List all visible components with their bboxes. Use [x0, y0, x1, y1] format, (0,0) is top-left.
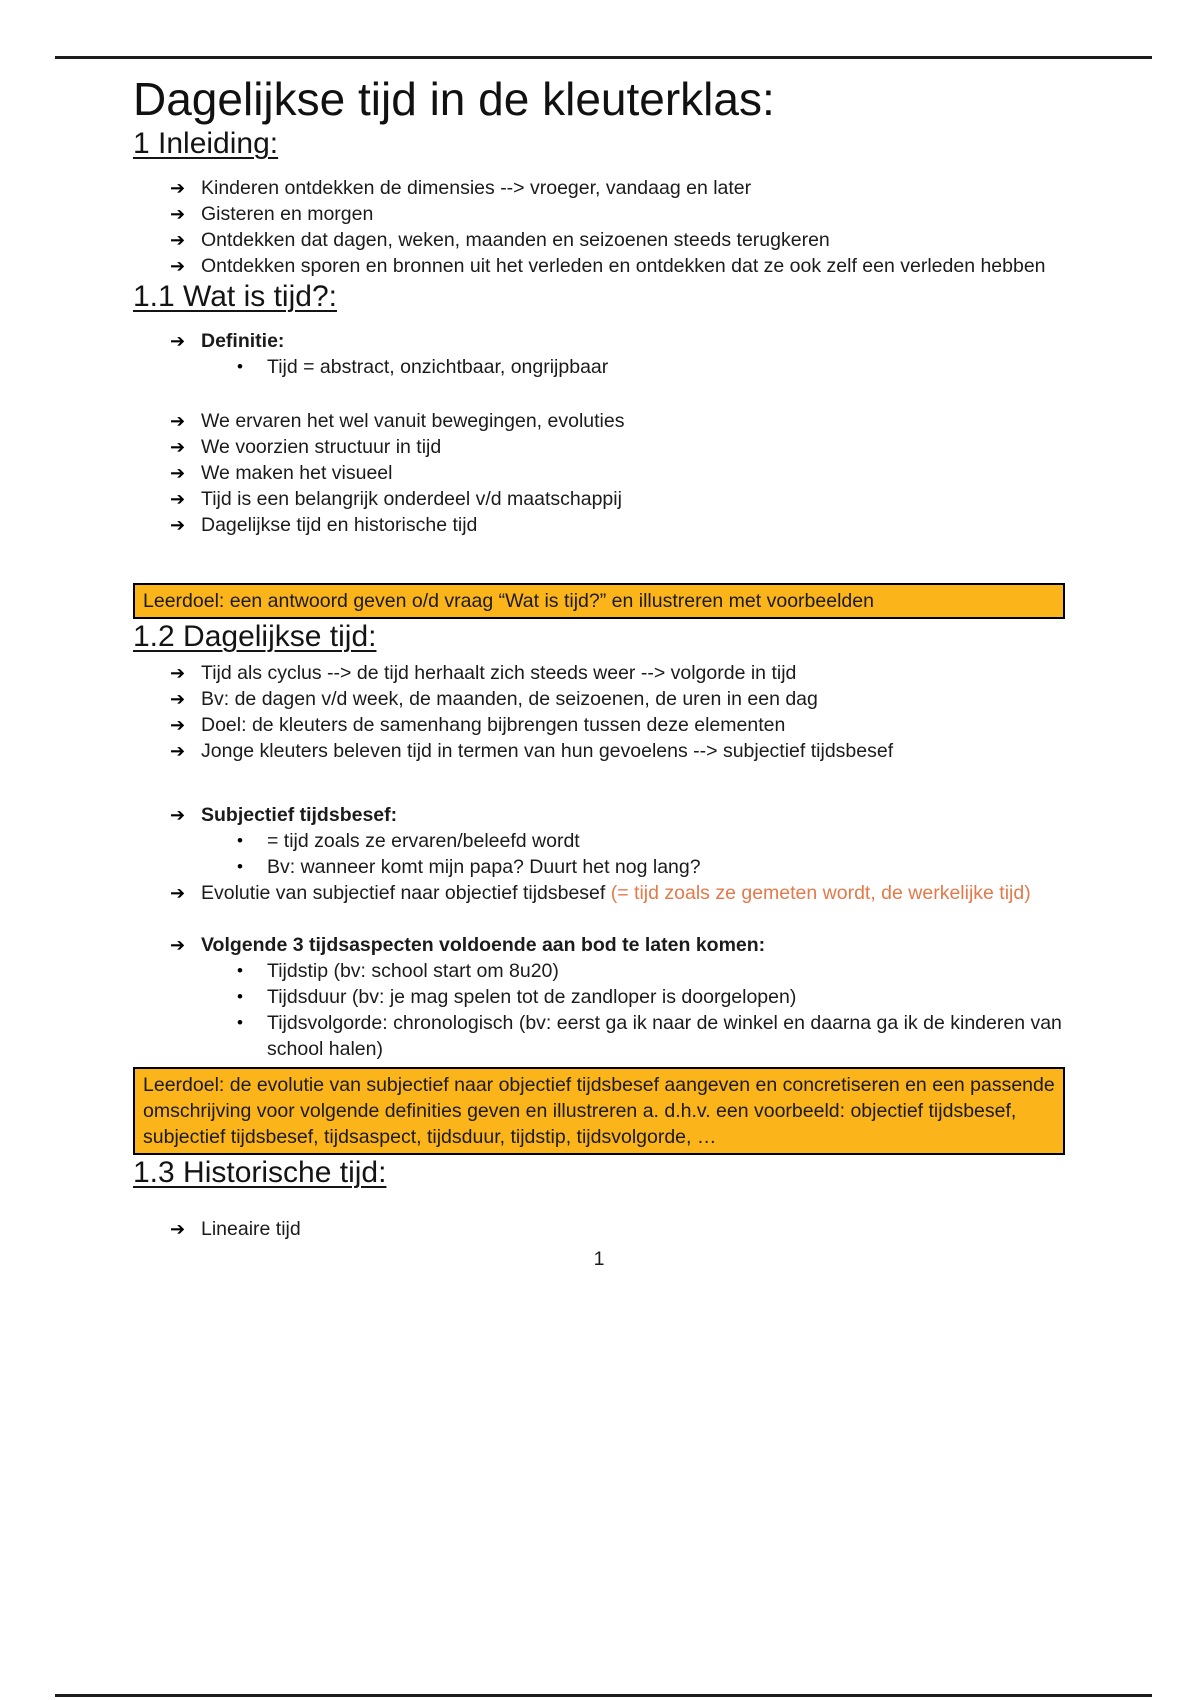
bullet-text: Subjectief tijdsbesef: — [201, 804, 398, 826]
arrow-bullet-icon: ➔ — [170, 883, 186, 903]
bullet-list-inleiding — [133, 175, 1065, 279]
section-heading-dagelijkse-tijd: 1.2 Dagelijkse tijd: — [133, 620, 377, 653]
bullet-item — [133, 880, 1065, 906]
sub-bullet-item — [133, 354, 1065, 380]
sub-bullet-text: Tijdsvolgorde: chronologisch (bv: eerst ga ik naar de winkel en daarna ga ik de kinderen van school halen) — [267, 1012, 1062, 1060]
arrow-bullet-icon: ➔ — [170, 689, 186, 709]
document-content — [133, 0, 1065, 1272]
bullet-text: Jonge kleuters beleven tijd in termen van hun gevoelens --> subjectief tijdsbesef — [201, 740, 894, 762]
bullet-item — [133, 328, 1065, 354]
arrow-bullet-icon: ➔ — [170, 489, 186, 509]
dot-bullet-icon: • — [237, 1013, 243, 1032]
bullet-item — [133, 738, 1065, 764]
bullet-item — [133, 227, 1065, 253]
bullet-item — [133, 512, 1065, 538]
bullet-text: We maken het visueel — [201, 462, 393, 484]
dot-bullet-icon: • — [237, 987, 243, 1006]
bullet-text: Kinderen ontdekken de dimensies --> vroeger, vandaag en later — [201, 177, 752, 199]
arrow-bullet-icon: ➔ — [170, 741, 186, 761]
bullet-item — [133, 253, 1065, 279]
bullet-text: Ontdekken dat dagen, weken, maanden en seizoenen steeds terugkeren — [201, 229, 830, 251]
bullet-item — [133, 802, 1065, 828]
arrow-bullet-icon: ➔ — [170, 204, 186, 224]
arrow-bullet-icon: ➔ — [170, 178, 186, 198]
arrow-bullet-icon: ➔ — [170, 411, 186, 431]
bullet-item — [133, 434, 1065, 460]
arrow-bullet-icon: ➔ — [170, 805, 186, 825]
arrow-bullet-icon: ➔ — [170, 331, 186, 351]
bullet-text: Tijd als cyclus --> de tijd herhaalt zich steeds weer --> volgorde in tijd — [201, 662, 797, 684]
dot-bullet-icon: • — [237, 357, 243, 376]
sub-bullet-text: Tijdstip (bv: school start om 8u20) — [267, 960, 559, 982]
bullet-item — [133, 486, 1065, 512]
sub-bullet-item — [133, 984, 1065, 1010]
sub-bullet-text: Bv: wanneer komt mijn papa? Duurt het nog lang? — [267, 856, 701, 878]
bullet-text-orange: (= tijd zoals ze gemeten wordt, de werkelijke tijd) — [610, 882, 1031, 904]
arrow-bullet-icon: ➔ — [170, 663, 186, 683]
bullet-item — [133, 686, 1065, 712]
dot-bullet-icon: • — [237, 961, 243, 980]
arrow-bullet-icon: ➔ — [170, 935, 186, 955]
bullet-text: Gisteren en morgen — [201, 203, 374, 225]
bullet-item — [133, 1216, 1065, 1242]
sub-bullet-item — [133, 854, 1065, 880]
dot-bullet-icon: • — [237, 831, 243, 850]
document-title: Dagelijkse tijd in de kleuterklas: — [133, 73, 775, 125]
bullet-list-wat-is-tijd — [133, 328, 1065, 538]
bullet-item — [133, 712, 1065, 738]
sub-bullet-text: Tijd = abstract, onzichtbaar, ongrijpbaar — [267, 356, 609, 378]
arrow-bullet-icon: ➔ — [170, 515, 186, 535]
section-heading-inleiding: 1 Inleiding: — [133, 127, 279, 160]
bullet-item — [133, 460, 1065, 486]
bullet-text: Volgende 3 tijdsaspecten voldoende aan bod te laten komen: — [201, 934, 766, 956]
page-number: 1 — [593, 1248, 605, 1270]
arrow-bullet-icon: ➔ — [170, 1219, 186, 1239]
section-heading-wat-is-tijd: 1.1 Wat is tijd?: — [133, 280, 337, 313]
bullet-list-dagelijkse-tijd — [133, 660, 1065, 1062]
section-heading-historische-tijd: 1.3 Historische tijd: — [133, 1156, 387, 1189]
bullet-text — [201, 880, 1031, 906]
dot-bullet-icon: • — [237, 857, 243, 876]
arrow-bullet-icon: ➔ — [170, 437, 186, 457]
leerdoel-box-wat-is-tijd: Leerdoel: een antwoord geven o/d vraag “Wat is tijd?” en illustreren met voorbeelden — [133, 583, 1065, 619]
sub-bullet-item — [133, 1010, 1065, 1062]
bullet-text: Bv: de dagen v/d week, de maanden, de seizoenen, de uren in een dag — [201, 688, 818, 710]
bullet-text: Doel: de kleuters de samenhang bijbrengen tussen deze elementen — [201, 714, 786, 736]
arrow-bullet-icon: ➔ — [170, 715, 186, 735]
sub-bullet-text: Tijdsduur (bv: je mag spelen tot de zandloper is doorgelopen) — [267, 986, 797, 1008]
bullet-item — [133, 660, 1065, 686]
sub-bullet-item — [133, 828, 1065, 854]
bullet-item — [133, 201, 1065, 227]
bullet-text: Dagelijkse tijd en historische tijd — [201, 514, 478, 536]
leerdoel-box-dagelijkse-tijd: Leerdoel: de evolutie van subjectief naar objectief tijdsbesef aangeven en concretiseren en een passende omschrijving voor volgende definities geven en illustreren a. d.h.v. een voorbeeld: objectief tijdsbesef, subjectief tijdsbesef, tijdsaspect, tijdsduur, tijdstip, tijdsvolgorde, … — [133, 1067, 1065, 1155]
arrow-bullet-icon: ➔ — [170, 463, 186, 483]
bullet-item — [133, 932, 1065, 958]
bullet-text: We ervaren het wel vanuit bewegingen, evoluties — [201, 410, 625, 432]
arrow-bullet-icon: ➔ — [170, 230, 186, 250]
bullet-text: We voorzien structuur in tijd — [201, 436, 442, 458]
bullet-text: Ontdekken sporen en bronnen uit het verleden en ontdekken dat ze ook zelf een verleden hebben — [201, 255, 1046, 277]
bullet-text: Lineaire tijd — [201, 1218, 301, 1240]
sub-bullet-item — [133, 958, 1065, 984]
arrow-bullet-icon: ➔ — [170, 256, 186, 276]
sub-bullet-text: = tijd zoals ze ervaren/beleefd wordt — [267, 830, 580, 852]
bullet-text: Tijd is een belangrijk onderdeel v/d maatschappij — [201, 488, 622, 510]
bullet-text-black: Evolutie van subjectief naar objectief tijdsbesef — [201, 882, 611, 904]
bullet-item — [133, 408, 1065, 434]
bullet-item — [133, 175, 1065, 201]
bullet-text: Definitie: — [201, 330, 285, 352]
bullet-list-historische-tijd — [133, 1216, 1065, 1242]
bottom-rule — [55, 1694, 1152, 1697]
